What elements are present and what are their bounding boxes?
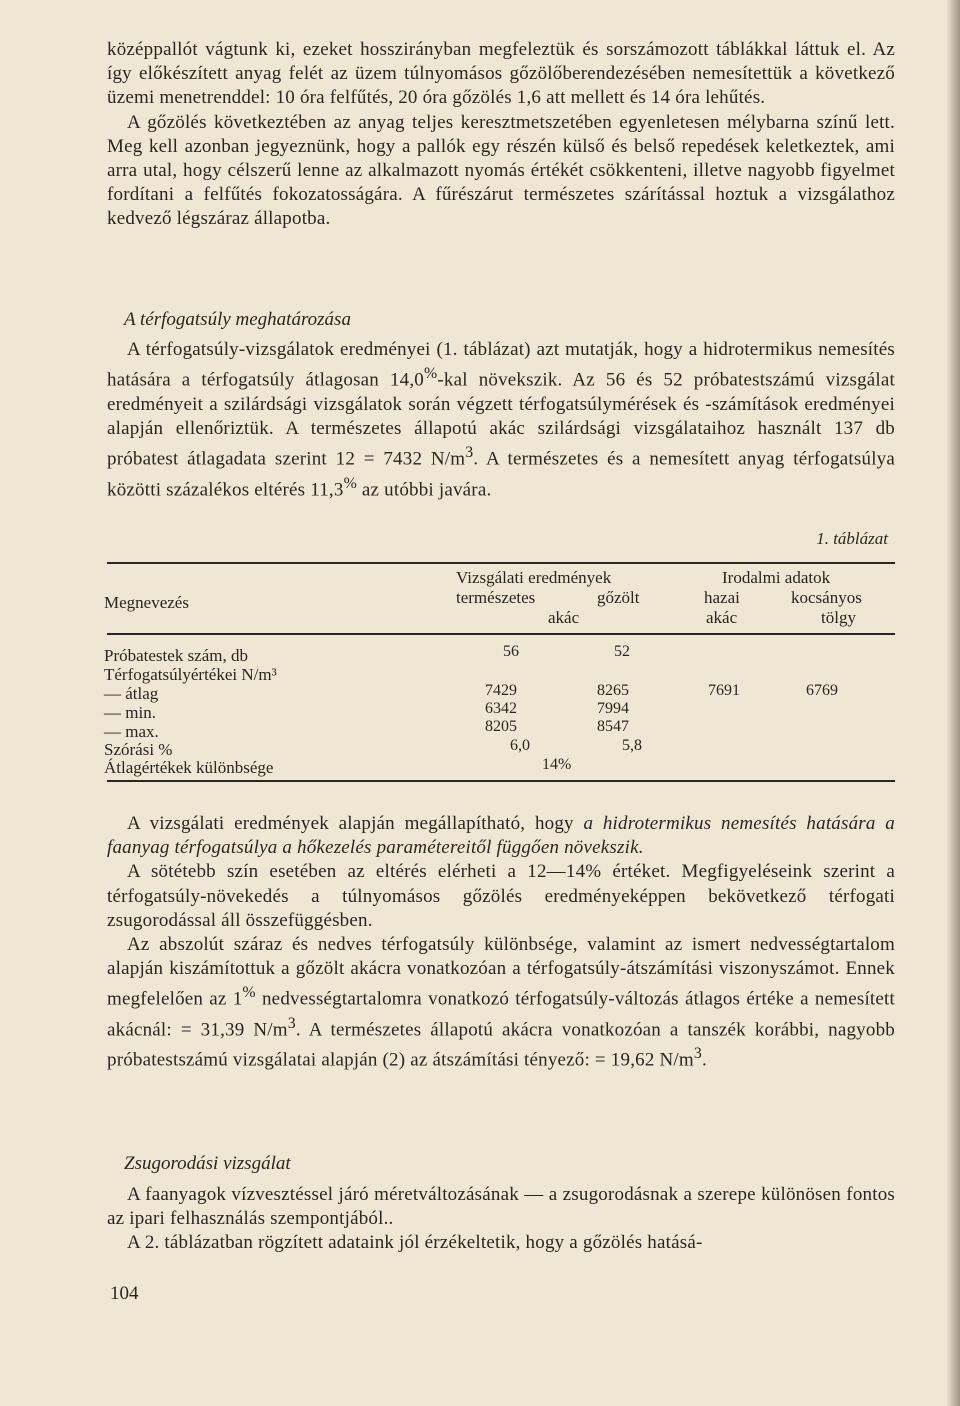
- table-cell: 6769: [806, 682, 838, 699]
- paragraph-2: A gőzölés következtében az anyag teljes keresztmetszetében egyenletesen mélybarna színű lett. Meg kell azonban jegyeznünk, hogy a pallók egy részén külső és belső repedések keletkeztek, ami arra utal, hogy célszerű lenne az alkalmazott nyomás értékét csökkenteni, illetve nagyobb figyelmet fordítani a felfűtés fokozatosságára. A fűrészárut természetes szárítással hoztuk a vizsgálathoz kedvező légszáraz állapotba.: [107, 111, 895, 230]
- table-row-label: Átlagértékek különbsége: [104, 758, 274, 777]
- paragraph-3: A térfogatsúly-vizsgálatok eredményei (1. táblázat) azt mutatják, hogy a hidrotermikus nemesítés hatására a térfogatsúly átlagosan 14,0%-kal növekszik. Az 56 és 52 próbatestszámú vizsgálat eredményeit a szilárdsági vizsgálatok során végzett térfogatsúlymérések és -számítások eredményei alapján ellenőriztük. A természetes állapotú akác szilárdsági vizsgálataihoz használt 137 db próbatest átlagadata szerint 12 = 7432 $N/m^3$. A természetes és a nemesített anyag térfogatsúlya közötti százalékos eltérés 11,3% az utóbbi javára.: [107, 339, 896, 500]
- table-cell: 8547: [597, 718, 629, 735]
- table-head-natural: természetes: [456, 588, 536, 607]
- table-cell: 7429: [485, 682, 517, 699]
- table-row-label: — max.: [104, 722, 159, 741]
- table-head-oak-2: tölgy: [821, 608, 856, 627]
- paragraph-7: A faanyagok vízvesztéssel járó méretváltozásának — a zsugorodásnak a szerepe különösen fontos az ipari felhasználás szempontjából..: [107, 1184, 895, 1230]
- table-head-oak: kocsányos: [791, 588, 862, 607]
- table-head-steamed: gőzölt: [597, 588, 640, 607]
- section-heading-shrinkage: Zsugorodási vizsgálat: [124, 1153, 291, 1174]
- paragraph-8: A 2. táblázatban rögzített adataink jól érzékeltetik, hogy a gőzölés hatásá-: [127, 1232, 703, 1254]
- table-top-rule: [107, 562, 895, 564]
- body-text-shrinkage: [107, 1183, 895, 1256]
- body-text-density: [107, 338, 895, 502]
- table-cell: 7691: [708, 682, 740, 699]
- table-cell: 8265: [597, 682, 629, 699]
- table-head-name: Megnevezés: [104, 593, 189, 612]
- section-heading-density: A térfogatsúly meghatározása: [124, 309, 351, 330]
- table-head-group-literature: Irodalmi adatok: [722, 568, 831, 587]
- table-caption: 1. táblázat: [816, 529, 888, 548]
- table-cell: 52: [614, 643, 630, 660]
- body-text-top: [107, 38, 895, 232]
- table-cell: 6,0: [510, 737, 530, 754]
- table-cell: 6342: [485, 700, 517, 717]
- table-head-group-results: Vizsgálati eredmények: [456, 568, 612, 587]
- table-row-label: — min.: [104, 703, 156, 722]
- table-head-rule: [107, 633, 895, 635]
- table-bottom-rule: [107, 780, 895, 782]
- table-cell: 56: [503, 643, 519, 660]
- table-cell: 8205: [485, 718, 517, 735]
- page-number: 104: [110, 1283, 139, 1304]
- paragraph-1: középpallót vágtunk ki, ezeket hosszirányban megfeleztük és sorszámozott táblákkal láttuk el. Az így előkészített anyag felét az üzem túlnyomásos gőzölőberendezésében nemesítettük a következő üzemi menetrenddel: 10 óra felfűtés, 20 óra gőzölés 1,6 att mellett és 14 óra lehűtés.: [107, 39, 895, 109]
- table-cell: 5,8: [622, 737, 642, 754]
- table-row-label: Szórási %: [104, 740, 173, 759]
- table-row-label: Térfogatsúlyértékei N/m³: [104, 665, 277, 684]
- paragraph-6: Az abszolút száraz és nedves térfogatsúly különbsége, valamint az ismert nedvességtartalom alapján kiszámítottuk a gőzölt akácra vonatkozóan a térfogatsúly-átszámítási viszonyszámot. Ennek megfelelően az 1% nedvességtartalomra vonatkozó térfogatsúly-változás átlagos értéke a nemesített akácnál: = 31,39 $N/m^3$. A természetes állapotú akácra vonatkozóan a tanszék korábbi, nagyobb próbatestszámú vizsgálatai alapján (2) az átszámítási tényező: = 19,62 $N/m^3$.: [107, 934, 896, 1071]
- table-cell: 7994: [597, 700, 629, 717]
- paragraph-5: A sötétebb szín esetében az eltérés elérheti a 12—14% értéket. Megfigyeléseink szerint a térfogatsúly-növekedés a túlnyomásos gőzölés eredményeképpen bekövetkező térfogati zsugorodással áll összefüggésben.: [107, 861, 895, 931]
- page-edge-shadow: [946, 0, 960, 1406]
- table-row-label: — átlag: [104, 684, 159, 703]
- table-head-domestic: hazai: [704, 588, 740, 607]
- table-head-acacia: akác: [548, 608, 580, 627]
- table-head-acacia-2: akác: [706, 608, 738, 627]
- paragraph-4: A vizsgálati eredmények alapján megállapítható, hogy a hidrotermikus nemesítés hatására a faanyag térfogatsúlya a hőkezelés paramétereitől függően növekszik.: [107, 813, 895, 859]
- table-cell: 14%: [542, 756, 572, 773]
- body-text-conclusion: [107, 812, 895, 1073]
- table-row-label: Próbatestek szám, db: [104, 646, 248, 665]
